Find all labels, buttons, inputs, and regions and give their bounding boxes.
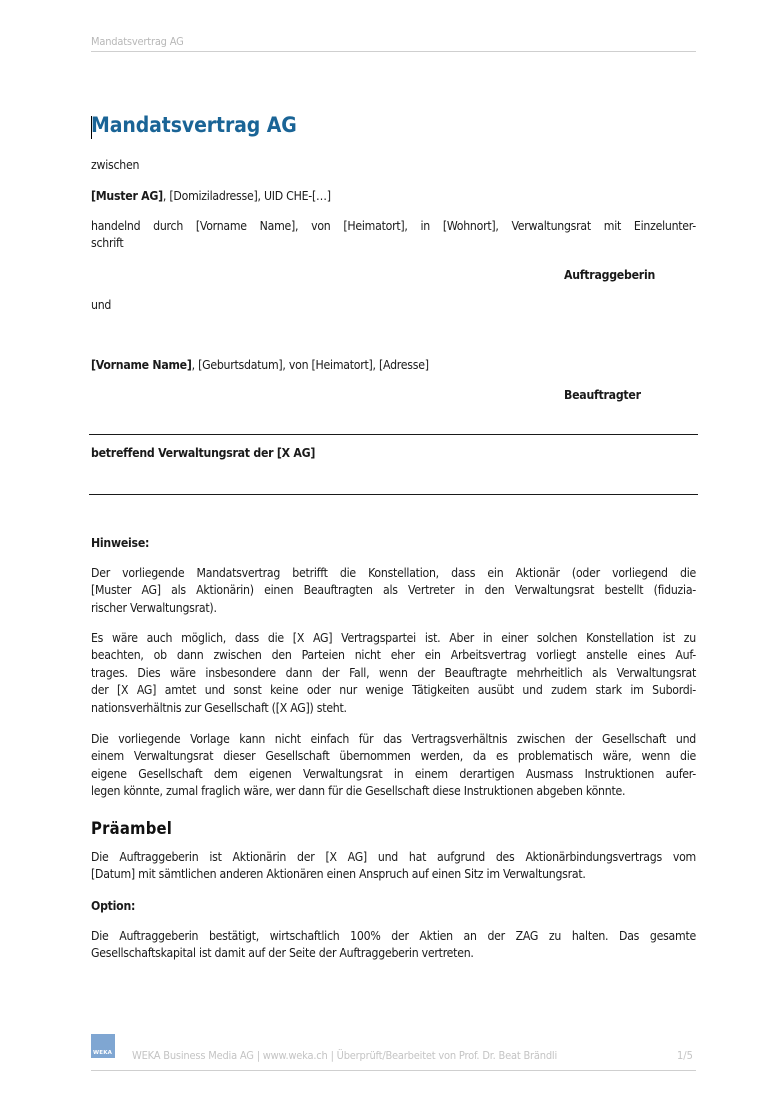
text-line: trages. Dies wäre insbesondere dann der Fall, wenn der Beauftragte mehrheitlich als Verwaltungsrat	[91, 665, 696, 680]
text-line: handelnd durch [Vorname Name], von [Heimatort], in [Wohnort], Verwaltungsrat mit Einzelunter-	[91, 219, 696, 233]
text-line: Die Auftraggeberin ist Aktionärin der [X AG] und hat aufgrund des Aktionärbindungsvertrags vom	[91, 850, 696, 864]
footer-text: WEKA Business Media AG | www.weka.ch | Überprüft/Bearbeitet von Prof. Dr. Beat Brändli	[132, 1049, 558, 1062]
notes-heading[interactable]: Hinweise:	[91, 536, 150, 550]
subject-line[interactable]: betreffend Verwaltungsrat der [X AG]	[91, 446, 316, 460]
text-line: Die Auftraggeberin bestätigt, wirtschaftlich 100% der Aktien an der ZAG zu halten. Das gesamte	[91, 929, 696, 943]
text-line: rischer Verwaltungsrat).	[91, 600, 217, 615]
notes-paragraph-2[interactable]	[91, 630, 696, 717]
party1-line[interactable]	[91, 188, 331, 206]
option-heading[interactable]: Option:	[91, 899, 136, 913]
text-line: Gesellschaftskapital ist damit auf der Seite der Auftraggeberin vertreten.	[91, 946, 474, 961]
option-paragraph[interactable]	[91, 928, 696, 963]
weka-logo-text: WEKA	[93, 1050, 113, 1056]
text-line: [Datum] mit sämtlichen anderen Aktionären einen Anspruch auf einen Sitz im Verwaltungsrat.	[91, 867, 586, 882]
party2-details: , [Geburtsdatum], von [Heimatort], [Adresse]	[191, 358, 429, 372]
party2-line[interactable]	[91, 357, 429, 375]
text-line: [Muster AG] als Aktionärin) einen Beauftragten als Vertreter in den Verwaltungsrat bestellt (fiduzia-	[91, 583, 696, 598]
text-line: eigene Gesellschaft dem eigenen Verwaltungsrat in einem derartigen Ausmass Instruktionen aufer-	[91, 766, 696, 781]
text-line: beachten, ob dann zwischen den Parteien nicht eher ein Arbeitsvertrag vorliegt anstelle eines Auf-	[91, 648, 696, 663]
header-divider	[91, 51, 696, 52]
text-line: Der vorliegende Mandatsvertrag betrifft die Konstellation, dass ein Aktionär (oder vorliegend die	[91, 566, 696, 580]
party1-representation[interactable]	[91, 218, 696, 253]
notes-paragraph-3[interactable]	[91, 731, 696, 801]
party2-role[interactable]: Beauftragter	[564, 388, 641, 402]
preamble-heading[interactable]: Präambel	[91, 819, 173, 838]
text-line: einem Verwaltungsrat dieser Gesellschaft übernommen werden, da es problematisch wäre, wenn die	[91, 749, 696, 764]
document-title[interactable]: Mandatsvertrag AG	[91, 113, 297, 137]
notes-paragraph-1[interactable]	[91, 565, 696, 617]
text-line: Die vorliegende Vorlage kann nicht einfach für das Vertragsverhältnis zwischen der Gesellschaft und	[91, 732, 696, 746]
party2-name: [Vorname Name]	[91, 358, 192, 372]
text-line: Es wäre auch möglich, dass die [X AG] Vertragspartei ist. Aber in einer solchen Konstellation ist zu	[91, 631, 696, 645]
party1-details: , [Domiziladresse], UID CHE-[…]	[162, 189, 331, 203]
subject-bottom-rule	[89, 494, 698, 495]
weka-logo	[91, 1034, 115, 1058]
between-label[interactable]: zwischen	[91, 158, 140, 172]
text-line: legen könnte, zumal fraglich wäre, wer dann für die Gesellschaft diese Instruktionen abgeben könnte.	[91, 784, 626, 799]
subject-top-rule	[89, 434, 698, 435]
preamble-paragraph[interactable]	[91, 849, 696, 884]
text-line: schrift	[91, 236, 124, 251]
text-line: nationsverhältnis zur Gesellschaft ([X AG]) steht.	[91, 700, 347, 715]
text-line: der [X AG] amtet und sonst keine oder nur wenige Tätigkeiten ausübt und zudem stark im Subordi-	[91, 683, 696, 698]
and-label[interactable]: und	[91, 298, 112, 312]
footer-divider	[91, 1070, 696, 1071]
party1-role[interactable]: Auftraggeberin	[564, 268, 656, 282]
page-number: 1/5	[677, 1049, 693, 1062]
party1-name: [Muster AG]	[91, 189, 163, 203]
running-header: Mandatsvertrag AG	[91, 35, 184, 48]
